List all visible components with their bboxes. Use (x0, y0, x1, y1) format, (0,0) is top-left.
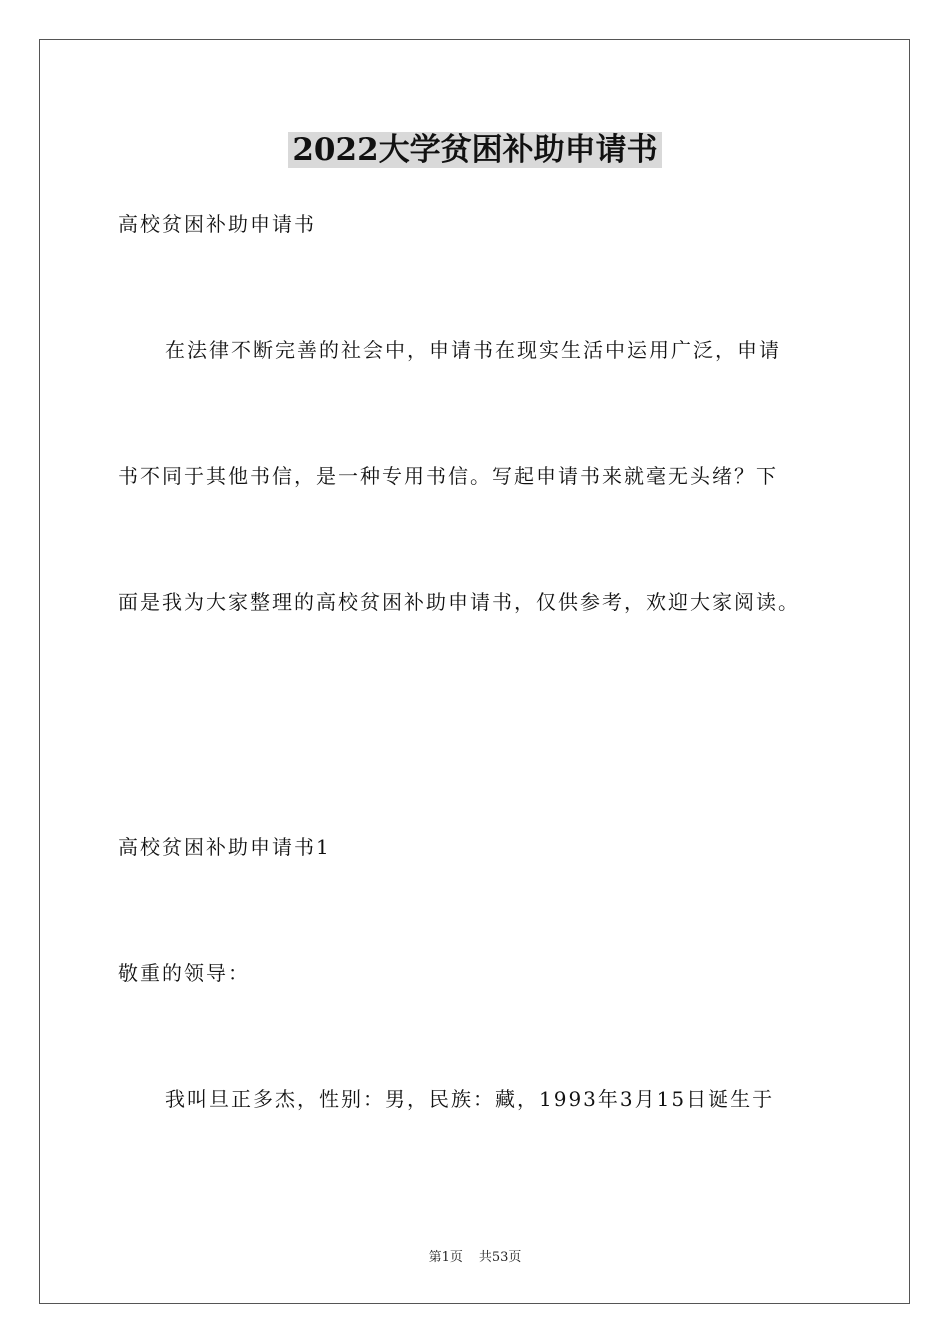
document-subtitle: 高校贫困补助申请书 (118, 212, 316, 236)
salutation: 敬重的领导： (118, 961, 250, 985)
page-number: 第1页 (428, 1250, 463, 1265)
intro-line-3: 面是我为大家整理的高校贫困补助申请书，仅供参考，欢迎大家阅读。 (118, 590, 800, 614)
page-total: 共53页 (478, 1250, 522, 1265)
intro-line-2: 书不同于其他书信，是一种专用书信。写起申请书来就毫无头绪？下 (118, 464, 778, 488)
page-footer (0, 1249, 950, 1267)
section-heading: 高校贫困补助申请书1 (118, 835, 331, 859)
document-title-text: 2022大学贫困补助申请书 (288, 132, 661, 168)
body-line-1: 我叫旦正多杰，性别：男，民族：藏，1993年3月15日诞生于 (165, 1087, 775, 1111)
intro-line-1: 在法律不断完善的社会中，申请书在现实生活中运用广泛，申请 (165, 338, 781, 362)
document-title (0, 128, 950, 172)
